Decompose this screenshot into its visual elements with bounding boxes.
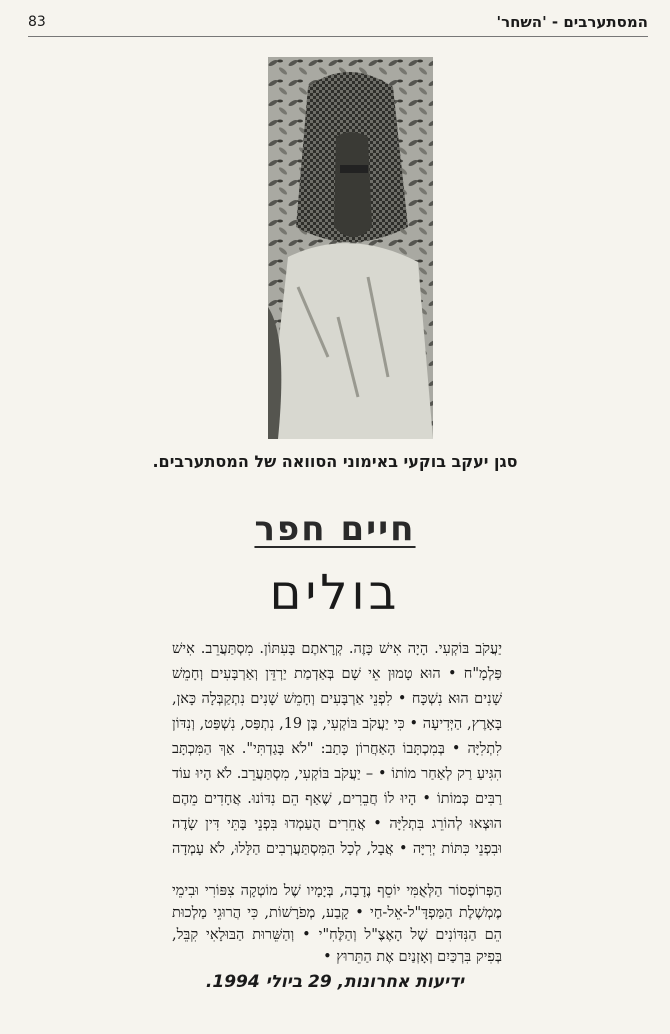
article-title: בולים <box>269 565 401 621</box>
running-title: המסתערבים - 'השחר' <box>496 13 648 31</box>
photo-caption: סגן יעקב בוקעי באימוני הסוואה של המסתערבים. <box>152 452 518 471</box>
camouflage-photo <box>268 57 433 439</box>
page-number: 83 <box>28 14 46 30</box>
author-name: חיים חפר <box>254 509 416 549</box>
photo-illustration <box>268 57 433 439</box>
source-credit: ידיעות אחרונות, 29 ביולי 1994. <box>205 972 465 992</box>
page-header <box>28 8 648 37</box>
article-body: יַעֲקֹב בּוֹקְעִי. הָיָה אִישׁ כָּזֶה. קְרָאתֶם בָּעִתּוֹן. מִסְתַּעֲרֵב. אִישׁ פַּלְמָ"ח • הוּא טָמוּן אֵי שָׁם בְּאַדְמַת יַרְדֵּן וְאַרְבָּעִים וְחָמֵשׁ שָׁנִים הוּא נִשְׁכָּח • לִפְנֵי אַרְבָּעִים וְחָמֵשׁ שָׁנִים נִתְקַבְּלָה כָּאן, בָּאָרֶץ, הַיְּדִיעָה • כִּי יַעֲקֹב בּוֹקְעִי, בֶּן 19, נִתְפַּס, נִשְׁפַּט, וְנִדּוֹן לִתְלִיָּה • בְּמִכְתָּבוֹ הָאַחֲרוֹן כָּתַב: "לֹא בָּגַדְתִּי". אַךְ הַמִּכְתָּב הִגִּיעַ רַק לְאַחַר מוֹתוֹ • – יַעֲקֹב בּוֹקְעִי, מִסְתַּעֲרֵב. לֹא הָיוּ עוֹד רַבִּים כְּמוֹתוֹ • הָיוּ לוֹ חֲבֵרִים, שֶׁאַף הֵם נִדּוֹנוּ. אֲחָדִים מֵהֶם הוּצְאוּ לְהוֹרֵג בִּתְלִיָּה • אֲחֵרִים הֻעַמְדוּ בִּפְנֵי בָּתֵּי דִּין שָׂדֶה וּבִפְנֵי כִּתּוֹת יְרִיָּה • אֲבָל, לְכָל הַמִּסְתַּעֲרְבִים הַלָּלוּ, לֹא עָמְדָה <box>172 641 502 857</box>
article-second-paragraph: הַפְּרוֹפֶסוֹר הַלְּאֻמִּי יוֹסֵף נֶדָבָה, בְּיָמָיו שֶׁל מוֹטְקָה צִפּוֹרִי וּבִימֵי מֶמְשֶׁלֶת הַמַּפְדָּ"ל-אֵל-חַי • קָבַע, מְפֹרָשׁוֹת, כִּי הֲרוּגֵי מַלְכוּת הֵם הַנִּדּוֹנִים שֶׁל הָאֶצֶ"ל וְהַלֶּחִ"י • וְהַשֵּׁרוּת הַבּוּלָאִי קִבֵּל, בְּפִיק בִּרְכַּיִם וְאָזְנַיִם אֶת הַתֵּרוּץ • <box>172 883 502 965</box>
